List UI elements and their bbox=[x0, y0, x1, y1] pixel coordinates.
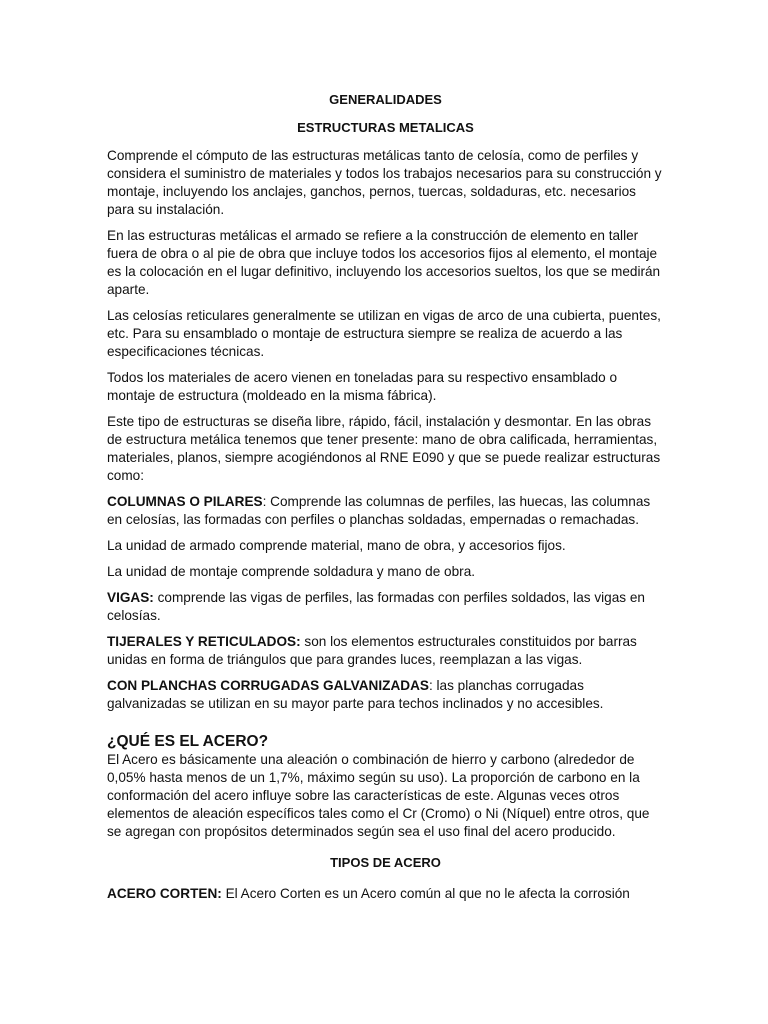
title-tipos-de-acero: TIPOS DE ACERO bbox=[330, 855, 441, 870]
columnas-label: COLUMNAS O PILARES bbox=[107, 494, 263, 509]
columnas-text: : Comprende las columnas de perfiles, las huecas, las columnas en celosías, las formadas con perfiles o planchas soldadas, empernadas o remachadas. bbox=[107, 494, 651, 527]
paragraph-columnas bbox=[107, 493, 664, 529]
corten-text: El Acero Corten es un Acero común al que no le afecta la corrosión bbox=[221, 886, 630, 901]
planchas-label: CON PLANCHAS CORRUGADAS GALVANIZADAS bbox=[107, 678, 429, 693]
corten-label: ACERO CORTEN: bbox=[107, 886, 222, 901]
vigas-label: VIGAS: bbox=[107, 590, 154, 605]
paragraph-acero: El Acero es básicamente una aleación o combinación de hierro y carbono (alrededor de 0,05% hasta menos de un 1,7%, máximo según su uso). La proporción de carbono en la conformación del acero influye sobre las características de este. Algunas veces otros elementos de aleación específicos tales como el Cr (Cromo) o Ni (Níquel) entre otros, que se agregan con propósitos determinados según sea el uso final del acero producido. bbox=[107, 752, 650, 839]
paragraph-tipo-estructuras: Este tipo de estructuras se diseña libre, rápido, fácil, instalación y desmontar. En las obras de estructura metálica tenemos que tener presente: mano de obra calificada, herramientas, materiales, planos, siempre acogiéndonos al RNE E090 y que se puede realizar estructuras como: bbox=[107, 414, 661, 483]
paragraph-unidad-montaje: La unidad de montaje comprende soldadura y mano de obra. bbox=[107, 564, 476, 579]
paragraph-celosias: Las celosías reticulares generalmente se utilizan en vigas de arco de una cubierta, puentes, etc. Para su ensamblado o montaje de estructura siempre se realiza de acuerdo a las especificaciones técnicas. bbox=[107, 308, 661, 359]
paragraph-unidad-armado: La unidad de armado comprende material, mano de obra, y accesorios fijos. bbox=[107, 538, 566, 553]
paragraph-armado-montaje: En las estructuras metálicas el armado se refiere a la construcción de elemento en taller fuera de obra o al pie de obra que incluye todos los accesorios fijos al elemento, el montaje es la colocación en el lugar definitivo, incluyendo los accesorios sueltos, los que se medirán aparte. bbox=[107, 228, 661, 297]
tijerales-label: TIJERALES Y RETICULADOS: bbox=[107, 634, 301, 649]
title-generalidades: GENERALIDADES bbox=[329, 92, 442, 107]
heading-que-es-acero: ¿QUÉ ES EL ACERO? bbox=[107, 733, 269, 750]
paragraph-materiales: Todos los materiales de acero vienen en toneladas para su respectivo ensamblado o montaje de estructura (moldeado en la misma fábrica). bbox=[107, 370, 618, 403]
paragraph-planchas bbox=[107, 677, 664, 713]
planchas-text: : las planchas corrugadas galvanizadas se utilizan en su mayor parte para techos inclinados y no accesibles. bbox=[107, 678, 604, 711]
paragraph-computo: Comprende el cómputo de las estructuras metálicas tanto de celosía, como de perfiles y considera el suministro de materiales y todos los trabajos necesarios para su construcción y montaje, incluyendo los anclajes, ganchos, pernos, tuercas, soldaduras, etc. necesarios para su instalación. bbox=[107, 148, 662, 217]
document-content bbox=[107, 92, 664, 911]
paragraph-tijerales bbox=[107, 633, 664, 669]
vigas-text: comprende las vigas de perfiles, las formadas con perfiles soldados, las vigas en celosías. bbox=[107, 590, 645, 623]
paragraph-acero-corten bbox=[107, 885, 664, 903]
title-estructuras-metalicas: ESTRUCTURAS METALICAS bbox=[297, 120, 474, 135]
tijerales-text: son los elementos estructurales constituidos por barras unidas en forma de triángulos que para grandes luces, reemplazan a las vigas. bbox=[107, 634, 637, 667]
paragraph-vigas bbox=[107, 589, 664, 625]
